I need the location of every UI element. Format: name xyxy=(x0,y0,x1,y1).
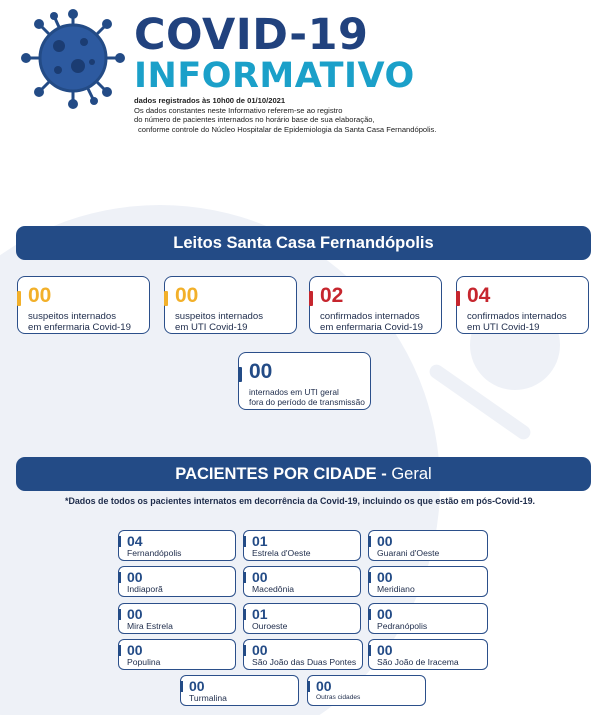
city-name: São João das Duas Pontes xyxy=(252,657,357,667)
cities-section-subtitle: Geral xyxy=(391,465,432,483)
city-name: Indiaporã xyxy=(127,584,163,594)
card-accent-bar xyxy=(309,291,313,306)
card-accent-bar xyxy=(238,367,242,382)
city-count: 00 xyxy=(127,606,143,622)
city-name: Populina xyxy=(127,657,161,667)
stat-label-line: suspeitos internados xyxy=(175,311,263,322)
city-name: Pedranópolis xyxy=(377,621,428,631)
city-count: 00 xyxy=(316,678,332,694)
city-card xyxy=(368,566,488,597)
city-accent-bar xyxy=(307,681,310,692)
stat-label xyxy=(467,311,567,333)
city-card xyxy=(243,530,361,561)
title-informativo: INFORMATIVO xyxy=(134,56,415,96)
city-card xyxy=(118,566,236,597)
city-card xyxy=(243,603,361,634)
city-card xyxy=(307,675,426,706)
city-accent-bar xyxy=(368,645,371,656)
description-line: Os dados constantes neste Informativo referem-se ao registro xyxy=(134,105,343,115)
city-count: 00 xyxy=(377,642,393,658)
virus-icon xyxy=(14,6,132,110)
city-name: Meridiano xyxy=(377,584,415,594)
city-accent-bar xyxy=(243,536,246,547)
city-count: 00 xyxy=(377,569,393,585)
cities-section-banner xyxy=(16,457,591,491)
city-card xyxy=(180,675,299,706)
stat-value: 00 xyxy=(28,284,52,307)
city-count: 00 xyxy=(252,642,268,658)
city-card xyxy=(243,566,361,597)
city-name: Turmalina xyxy=(189,693,227,703)
city-count: 04 xyxy=(127,533,143,549)
stat-label-line: fora do período de transmissão xyxy=(249,397,365,407)
beds-section-banner xyxy=(16,226,591,260)
registration-date: dados registrados às 10h00 de 01/10/2021 xyxy=(134,96,286,105)
city-name: Macedônia xyxy=(252,584,295,594)
city-count: 00 xyxy=(189,678,205,694)
stat-label-line: em UTI Covid-19 xyxy=(467,322,540,333)
title-covid: COVID-19 xyxy=(134,10,369,60)
city-name: Outras cidades xyxy=(316,694,361,701)
stat-value: 02 xyxy=(320,284,344,307)
city-card xyxy=(118,639,236,670)
city-card xyxy=(368,530,488,561)
stat-label-line: suspeitos internados xyxy=(28,311,116,322)
city-count: 00 xyxy=(377,606,393,622)
city-accent-bar xyxy=(243,609,246,620)
city-accent-bar xyxy=(118,536,121,547)
city-count: 00 xyxy=(127,642,143,658)
description-line: do número de pacientes internados no horário base de sua elaboração, xyxy=(134,115,375,125)
city-accent-bar xyxy=(368,536,371,547)
stat-card-suspect-icu xyxy=(164,276,297,334)
stat-card-suspect-ward xyxy=(17,276,150,334)
stat-value: 00 xyxy=(249,360,273,383)
stat-label xyxy=(249,387,365,407)
city-accent-bar xyxy=(368,609,371,620)
city-name: Guarani d'Oeste xyxy=(377,548,440,558)
city-name: Mira Estrela xyxy=(127,621,173,631)
city-count: 00 xyxy=(377,533,393,549)
city-name: Estrela d'Oeste xyxy=(252,548,311,558)
stat-label xyxy=(175,311,263,333)
card-accent-bar xyxy=(164,291,168,306)
card-accent-bar xyxy=(17,291,21,306)
city-accent-bar xyxy=(243,645,246,656)
city-name: Ouroeste xyxy=(252,621,288,631)
stat-value: 04 xyxy=(467,284,491,307)
city-card xyxy=(368,639,488,670)
description-line: conforme controle do Núcleo Hospitalar de Epidemiologia da Santa Casa Fernandópolis. xyxy=(138,124,437,134)
stat-label-line: em enfermaria Covid-19 xyxy=(28,322,131,333)
city-count: 01 xyxy=(252,533,268,549)
card-accent-bar xyxy=(456,291,460,306)
city-accent-bar xyxy=(118,645,121,656)
stat-card-confirmed-icu xyxy=(456,276,589,334)
stat-label xyxy=(28,311,131,333)
stat-card-confirmed-ward xyxy=(309,276,442,334)
city-accent-bar xyxy=(368,572,371,583)
city-card xyxy=(368,603,488,634)
stat-label-line: internados em UTI geral xyxy=(249,387,339,397)
beds-section-title: Leitos Santa Casa Fernandópolis xyxy=(173,234,434,252)
cities-section-title: PACIENTES POR CIDADE - xyxy=(175,465,392,483)
city-accent-bar xyxy=(118,572,121,583)
header-description xyxy=(134,96,436,134)
stat-label-line: confirmados internados xyxy=(467,311,567,322)
city-name: São João de Iracema xyxy=(377,657,459,667)
city-name: Fernandópolis xyxy=(127,548,182,558)
city-accent-bar xyxy=(243,572,246,583)
city-accent-bar xyxy=(180,681,183,692)
city-count: 00 xyxy=(252,569,268,585)
stat-label-line: em enfermaria Covid-19 xyxy=(320,322,423,333)
city-accent-bar xyxy=(118,609,121,620)
city-card xyxy=(243,639,363,670)
stat-label xyxy=(320,311,423,333)
stat-label-line: confirmados internados xyxy=(320,311,420,322)
stat-card-general-icu xyxy=(238,352,371,410)
stat-value: 00 xyxy=(175,284,199,307)
city-count: 00 xyxy=(127,569,143,585)
city-card xyxy=(118,603,236,634)
city-count: 01 xyxy=(252,606,268,622)
stat-label-line: em UTI Covid-19 xyxy=(175,322,248,333)
city-card xyxy=(118,530,236,561)
cities-note: *Dados de todos os pacientes internatos em decorrência da Covid-19, incluindo os que estão em pós-Covid-19. xyxy=(65,496,535,506)
